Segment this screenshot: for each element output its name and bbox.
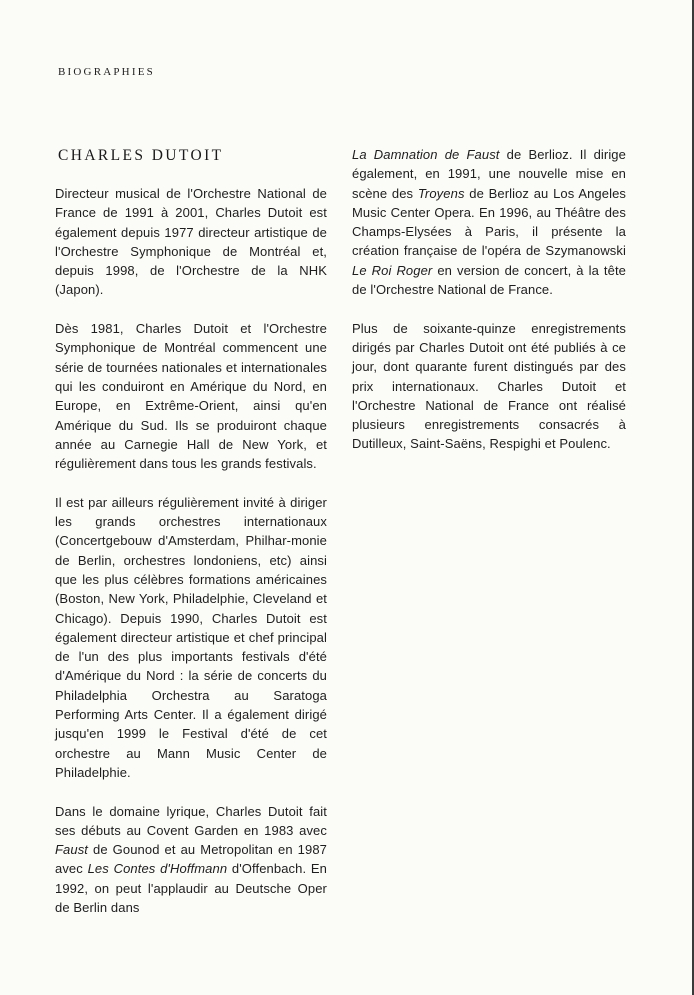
opera-text: de Berlioz. Il dirige également, en 1991, une nouvelle mise en scène des (352, 147, 626, 201)
opera-title-contes: Les Contes d'Hoffmann (87, 861, 228, 877)
paragraph-recordings: Plus de soixante-quinze enregistrements dirigés par Charles Dutoit ont été publiés à ce jour, dont quarante furent distingués par des prix internationaux. Charles Dutoit et l'Orchestre National de France ont réalisé plusieurs enregistrements consacrés à Dutilleux, Saint-Saëns, Respighi et Poulenc. (352, 320, 626, 452)
paragraph-guest-conducting: Il est par ailleurs régulièrement invité à diriger les grands orchestres internationaux (Concertgebouw d'Amsterdam, Philhar-monie de Berlin, orchestres londoniens, etc) ainsi que les plus célèbres formations américaines (Boston, New York, Philadelphie, Cleveland et Chicago). Depuis 1990, Charles Dutoit est également directeur artistique et chef principal de l'un des plus importants festivals d'été d'Amérique du Nord : la série de concerts du Philadelphia Orchestra au Saratoga Performing Arts Center. Il a également dirigé jusqu'en 1999 le Festival d'été de cet orchestre au Mann Music Center de Philadelphie. (55, 494, 327, 780)
left-column (55, 184, 327, 917)
right-column (352, 145, 626, 454)
biography-title: CHARLES DUTOIT (58, 147, 224, 164)
opera-text: en version de concert, à la tête de l'Orchestre National de France. (352, 262, 626, 298)
opera-title-roi-roger: Le Roi Roger (352, 262, 433, 278)
opera-title-faust: Faust (55, 842, 89, 858)
opera-text: de Gounod et au Metropolitan en 1987 avec (55, 842, 327, 877)
paragraph-opera (55, 802, 327, 918)
paragraph-opera-continued (352, 145, 626, 299)
paragraph-intro: Directeur musical de l'Orchestre National de France de 1991 à 2001, Charles Dutoit est également depuis 1977 directeur artistique de l'Orchestre Symphonique de Montréal et, depuis 1998, de l'Orchestre de la NHK (Japon). (55, 186, 327, 298)
opera-text: d'Offenbach. En 1992, on peut l'applaudir au Deutsche Oper de Berlin dans (55, 861, 327, 915)
opera-title-troyens: Troyens (417, 185, 465, 201)
paragraph-tours: Dès 1981, Charles Dutoit et l'Orchestre Symphonique de Montréal commencent une série de tournées nationales et internationales qui les conduiront en Amérique du Nord, en Europe, en Extrême-Orient, ainsi qu'en Amérique du Sud. Ils se produiront chaque année au Carnegie Hall de New York, et régulièrement dans tous les grands festivals. (55, 321, 327, 472)
opera-title-damnation: La Damnation de Faust (352, 147, 500, 162)
opera-text: Dans le domaine lyrique, Charles Dutoit fait ses débuts au Covent Garden en 1983 avec (55, 803, 327, 838)
section-label: BIOGRAPHIES (58, 66, 155, 78)
opera-text: de Berlioz au Los Angeles Music Center Opera. En 1996, au Théâtre des Champs-Elysées à Paris, il présente la création française de l'opéra de Szymanowski (352, 185, 626, 259)
